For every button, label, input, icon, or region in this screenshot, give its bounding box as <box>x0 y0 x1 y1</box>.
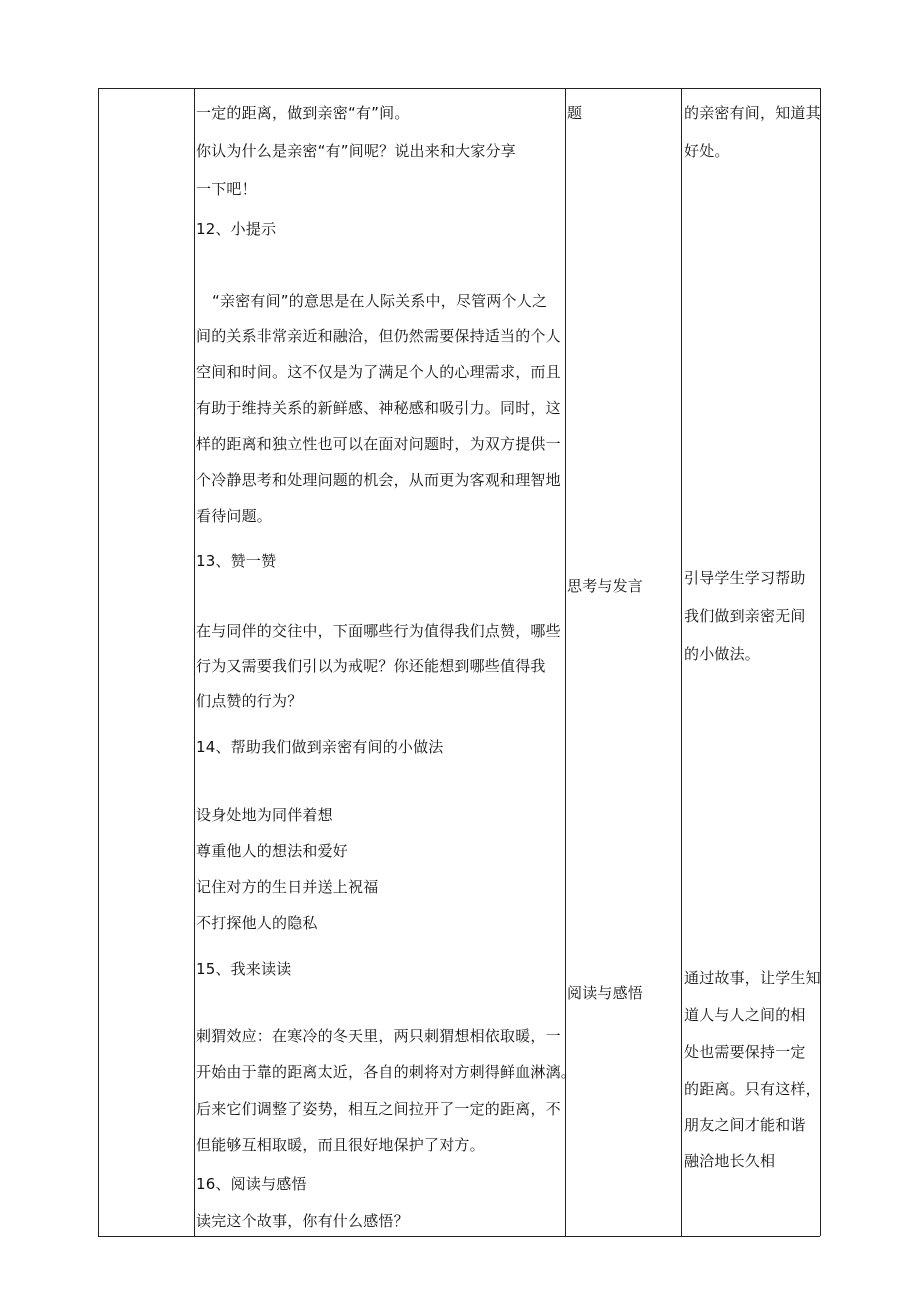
content-line: 们点赞的行为？ <box>196 692 303 710</box>
table-right-border <box>820 88 821 1236</box>
table-top-border <box>98 88 820 89</box>
table-bottom-border <box>98 1236 820 1237</box>
intent-line: 我们做到亲密无间 <box>684 607 806 625</box>
intent-line: 引导学生学习帮助 <box>684 569 806 587</box>
activity-label: 题 <box>567 104 583 122</box>
content-line: 后来它们调整了姿势，相互之间拉开了一定的距离，不 <box>196 1100 561 1118</box>
content-line: “亲密有间”的意思是在人际关系中，尽管两个人之 <box>212 292 548 310</box>
content-line: 空间和时间。这不仅是为了满足个人的心理需求，而且 <box>196 363 561 381</box>
content-line: 有助于维持关系的新鲜感、神秘感和吸引力。同时，这 <box>196 399 561 417</box>
content-line: 个冷静思考和处理问题的机会，从而更为客观和理智地 <box>196 471 561 489</box>
intent-line: 朋友之间才能和谐 <box>684 1116 806 1134</box>
content-line: 一定的距离，做到亲密“有”间。 <box>196 104 410 122</box>
intent-line: 道人与人之间的相 <box>684 1006 806 1024</box>
section-heading: 15、我来读读 <box>196 960 292 978</box>
content-line: 开始由于靠的距离太近，各自的刺将对方刺得鲜血淋漓。 <box>196 1063 577 1081</box>
column-divider-1 <box>194 88 195 1236</box>
content-line: 在与同伴的交往中，下面哪些行为值得我们点赞，哪些 <box>196 622 561 640</box>
list-item: 记住对方的生日并送上祝福 <box>196 878 379 896</box>
content-line: 看待问题。 <box>196 507 273 525</box>
intent-line: 通过故事，让学生知 <box>684 969 821 987</box>
content-line: 间的关系非常亲近和融洽，但仍然需要保持适当的个人 <box>196 327 561 345</box>
content-line: 你认为什么是亲密“有”间呢？说出来和大家分享 <box>196 142 516 160</box>
content-line: 但能够互相取暖，而且很好地保护了对方。 <box>196 1136 485 1154</box>
list-item: 设身处地为同伴着想 <box>196 806 333 824</box>
intent-line: 融洽地长久相 <box>684 1152 776 1170</box>
table-left-border <box>98 88 99 1236</box>
activity-label: 阅读与感悟 <box>567 984 644 1002</box>
content-line: 一下吧！ <box>196 180 257 198</box>
content-line: 刺猬效应：在寒冷的冬天里，两只刺猬想相依取暖，一 <box>196 1027 561 1045</box>
intent-line: 的距离。只有这样， <box>684 1080 821 1098</box>
column-divider-3 <box>681 88 682 1236</box>
section-heading: 16、阅读与感悟 <box>196 1175 307 1193</box>
intent-line: 的小做法。 <box>684 645 761 663</box>
list-item: 不打探他人的隐私 <box>196 914 318 932</box>
section-heading: 14、帮助我们做到亲密有间的小做法 <box>196 738 444 756</box>
intent-line: 处也需要保持一定 <box>684 1043 806 1061</box>
content-line: 样的距离和独立性也可以在面对问题时，为双方提供一 <box>196 435 561 453</box>
intent-line: 好处。 <box>684 142 730 160</box>
section-heading: 13、赞一赞 <box>196 552 277 570</box>
content-line: 行为又需要我们引以为戒呢？你还能想到哪些值得我 <box>196 657 546 675</box>
intent-line: 的亲密有间，知道其 <box>684 104 821 122</box>
section-heading: 12、小提示 <box>196 220 277 238</box>
content-line: 读完这个故事，你有什么感悟？ <box>196 1212 409 1230</box>
list-item: 尊重他人的想法和爱好 <box>196 842 349 860</box>
activity-label: 思考与发言 <box>567 577 644 595</box>
